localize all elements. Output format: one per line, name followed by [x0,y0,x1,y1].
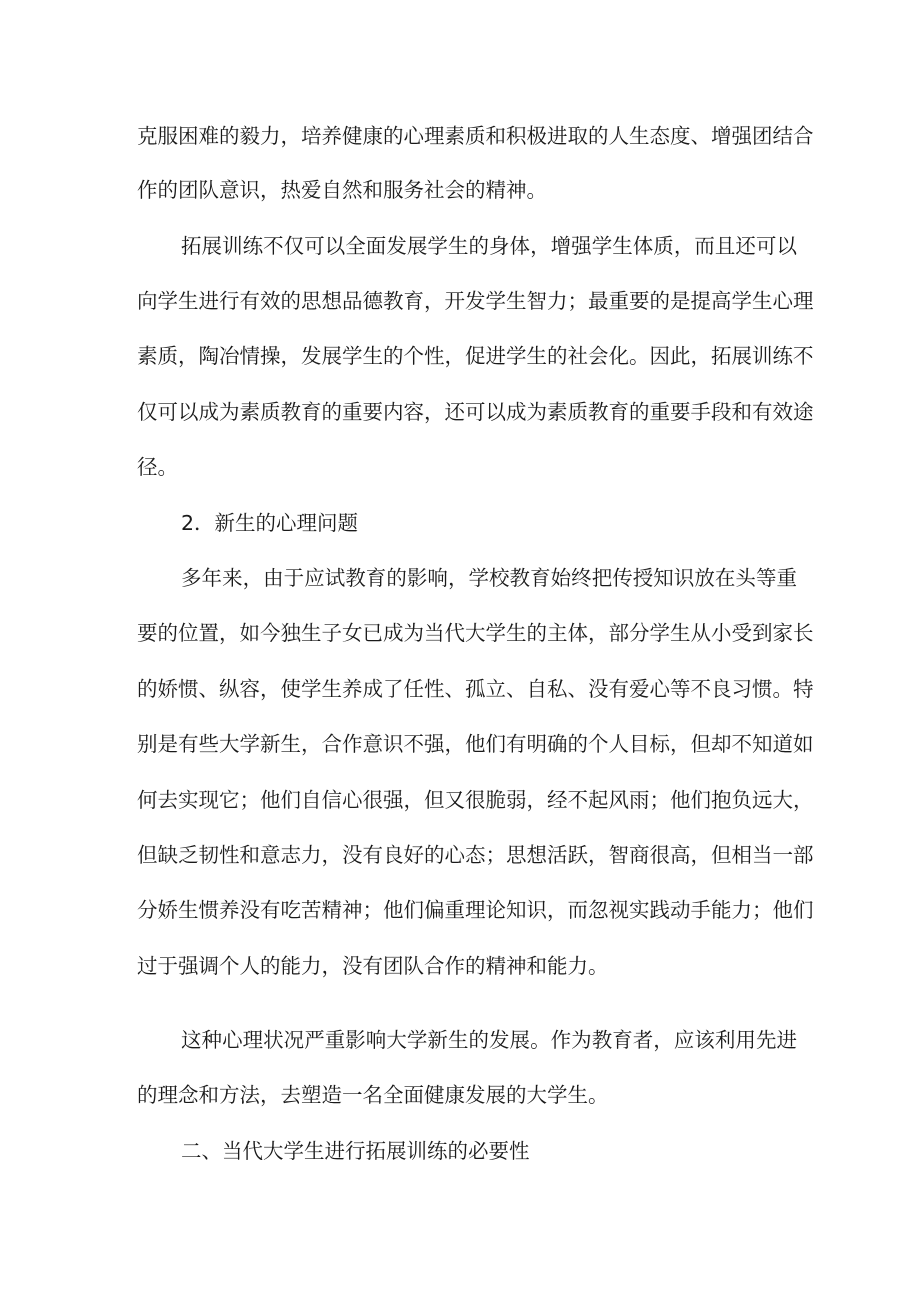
paragraph-line: 别是有些大学新生，合作意识不强，他们有明确的个人目标，但却不知道如 [137,732,814,756]
paragraph-line: 素质，陶冶情操，发展学生的个性，促进学生的社会化。因此，拓展训练不 [137,344,814,368]
paragraph-line: 何去实现它；他们自信心很强，但又很脆弱，经不起风雨；他们抱负远大， [137,788,814,812]
paragraph-line: 仅可以成为素质教育的重要内容，还可以成为素质教育的重要手段和有效途 [137,400,814,424]
paragraph-line: 这种心理状况严重影响大学新生的发展。作为教育者，应该利用先进 [181,1028,797,1052]
paragraph-line: 克服困难的毅力，培养健康的心理素质和积极进取的人生态度、增强团结合 [137,124,814,148]
paragraph-line: 作的团队意识，热爱自然和服务社会的精神。 [137,178,547,202]
paragraph-line: 的理念和方法，去塑造一名全面健康发展的大学生。 [137,1083,609,1107]
section-heading: 二、当代大学生进行拓展训练的必要性 [181,1139,530,1163]
paragraph-line: 过于强调个人的能力，没有团队合作的精神和能力。 [137,954,609,978]
paragraph-line: 向学生进行有效的思想品德教育，开发学生智力；最重要的是提高学生心理 [137,289,814,313]
paragraph-line: 但缺乏韧性和意志力，没有良好的心态；思想活跃，智商很高，但相当一部 [137,843,814,867]
paragraph-line: 多年来，由于应试教育的影响，学校教育始终把传授知识放在头等重 [181,566,797,590]
section-heading: 2．新生的心理问题 [181,511,359,535]
paragraph-line: 要的位置，如今独生子女已成为当代大学生的主体，部分学生从小受到家长 [137,621,814,645]
paragraph-line: 径。 [137,455,178,479]
paragraph-line: 分娇生惯养没有吃苦精神；他们偏重理论知识，而忽视实践动手能力；他们 [137,898,814,922]
paragraph-line: 拓展训练不仅可以全面发展学生的身体，增强学生体质，而且还可以 [181,234,797,258]
paragraph-line: 的娇惯、纵容，使学生养成了任性、孤立、自私、没有爱心等不良习惯。特 [137,677,814,701]
